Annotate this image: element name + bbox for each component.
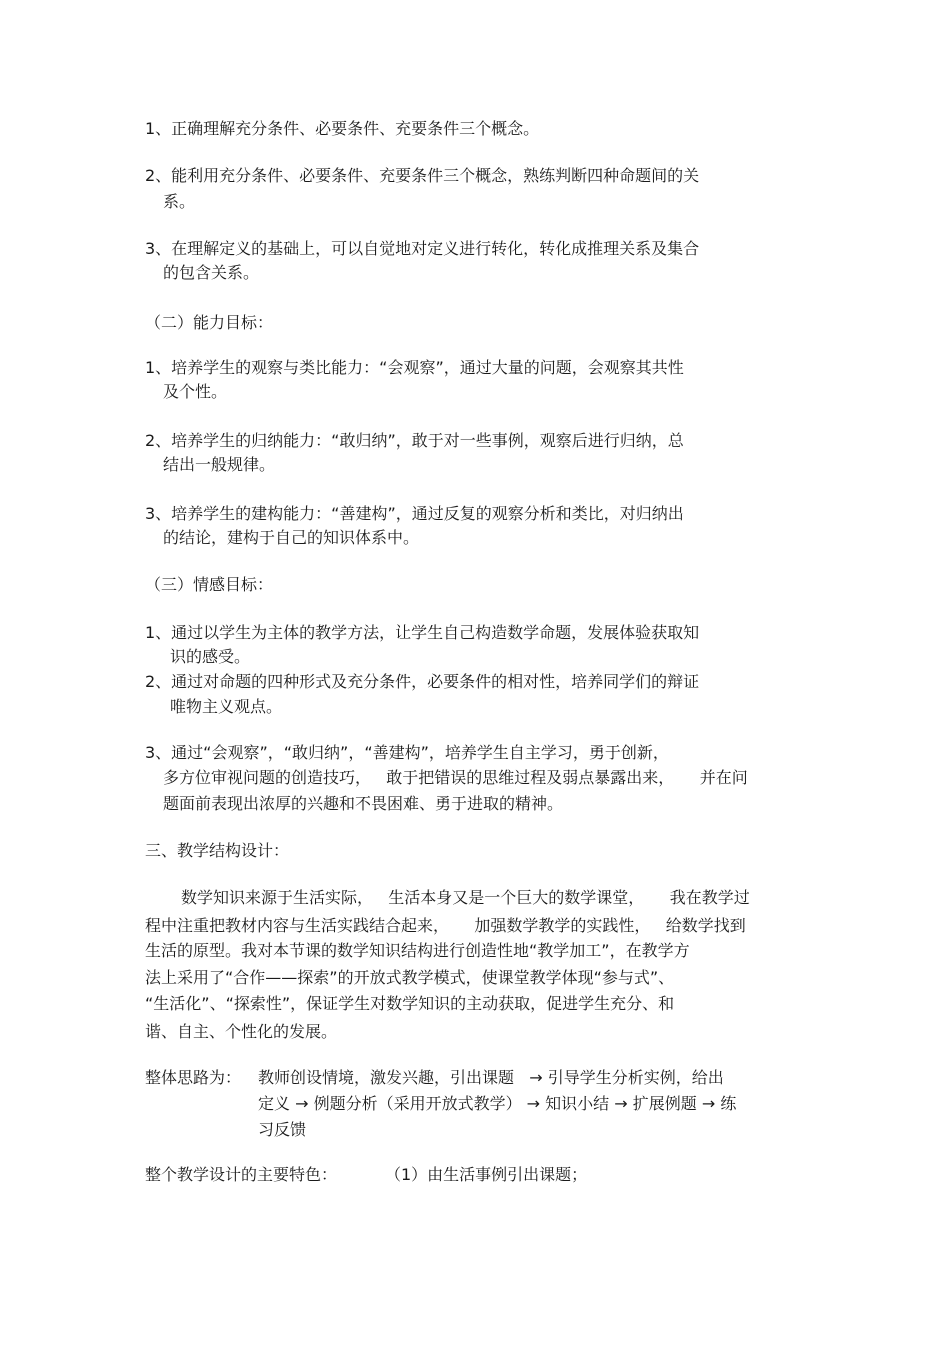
overall-line-3: 习反馈 xyxy=(258,1120,307,1139)
overall-line-2: 定义 → 例题分析（采用开放式教学） → 知识小结 → 扩展例题 → 练 xyxy=(258,1094,737,1113)
knowledge-goal-2: 2、能利用充分条件、必要条件、充要条件三个概念，熟练判断四种命题间的关 xyxy=(145,166,700,185)
overall-line-1: 教师创设情境，激发兴趣，引出课题 → 引导学生分析实例，给出 xyxy=(258,1068,724,1087)
paragraph-line-1: 数学知识来源于生活实际， 生活本身又是一个巨大的数学课堂， 我在教学过 xyxy=(181,888,750,907)
ability-goal-3: 3、培养学生的建构能力：“善建构”，通过反复的观察分析和类比，对归纳出 xyxy=(145,504,684,523)
knowledge-goal-1: 1、正确理解充分条件、必要条件、充要条件三个概念。 xyxy=(145,119,540,138)
emotion-goal-3-cont2: 题面前表现出浓厚的兴趣和不畏困难、勇于进取的精神。 xyxy=(163,794,564,813)
ability-goal-2: 2、培养学生的归纳能力：“敢归纳”，敢于对一些事例，观察后进行归纳，总 xyxy=(145,431,684,450)
ability-heading: （二）能力目标： xyxy=(145,313,274,332)
emotion-goal-1-cont: 识的感受。 xyxy=(170,647,251,666)
emotion-goal-2-cont: 唯物主义观点。 xyxy=(170,697,283,716)
paragraph-line-4: 法上采用了“合作——探索”的开放式教学模式，使课堂教学体现“参与式”、 xyxy=(145,968,675,987)
emotion-goal-3: 3、通过“会观察”，“敢归纳”，“善建构”，培养学生自主学习，勇于创新， xyxy=(145,743,669,762)
emotion-goal-2: 2、通过对命题的四种形式及充分条件，必要条件的相对性，培养同学们的辩证 xyxy=(145,672,700,691)
ability-goal-1: 1、培养学生的观察与类比能力：“会观察”，通过大量的问题，会观察其共性 xyxy=(145,358,684,377)
emotion-goal-1: 1、通过以学生为主体的教学方法，让学生自己构造数学命题，发展体验获取知 xyxy=(145,623,700,642)
features-label: 整个教学设计的主要特色： xyxy=(145,1165,338,1184)
features-item-1: （1）由生活事例引出课题； xyxy=(385,1165,588,1184)
ability-goal-3-cont: 的结论，建构于自己的知识体系中。 xyxy=(163,528,420,547)
paragraph-line-6: 谐、自主、个性化的发展。 xyxy=(145,1022,338,1041)
knowledge-goal-3: 3、在理解定义的基础上，可以自觉地对定义进行转化，转化成推理关系及集合 xyxy=(145,239,700,258)
ability-goal-2-cont: 结出一般规律。 xyxy=(163,455,276,474)
emotion-heading: （三）情感目标： xyxy=(145,575,274,594)
ability-goal-1-cont: 及个性。 xyxy=(163,382,228,401)
paragraph-line-5: “生活化”、“探索性”，保证学生对数学知识的主动获取，促进学生充分、和 xyxy=(145,994,675,1013)
paragraph-line-2: 程中注重把教材内容与生活实践结合起来， 加强数学教学的实践性， 给数学找到 xyxy=(145,916,746,935)
section3-heading: 三、教学结构设计： xyxy=(145,841,290,860)
paragraph-line-3: 生活的原型。我对本节课的数学知识结构进行创造性地“教学加工”，在教学方 xyxy=(145,941,690,960)
knowledge-goal-3-cont: 的包含关系。 xyxy=(163,263,260,282)
overall-label: 整体思路为： xyxy=(145,1068,242,1087)
emotion-goal-3-cont: 多方位审视问题的创造技巧， 敢于把错误的思维过程及弱点暴露出来， 并在问 xyxy=(163,768,748,787)
knowledge-goal-2-cont: 系。 xyxy=(163,192,196,211)
